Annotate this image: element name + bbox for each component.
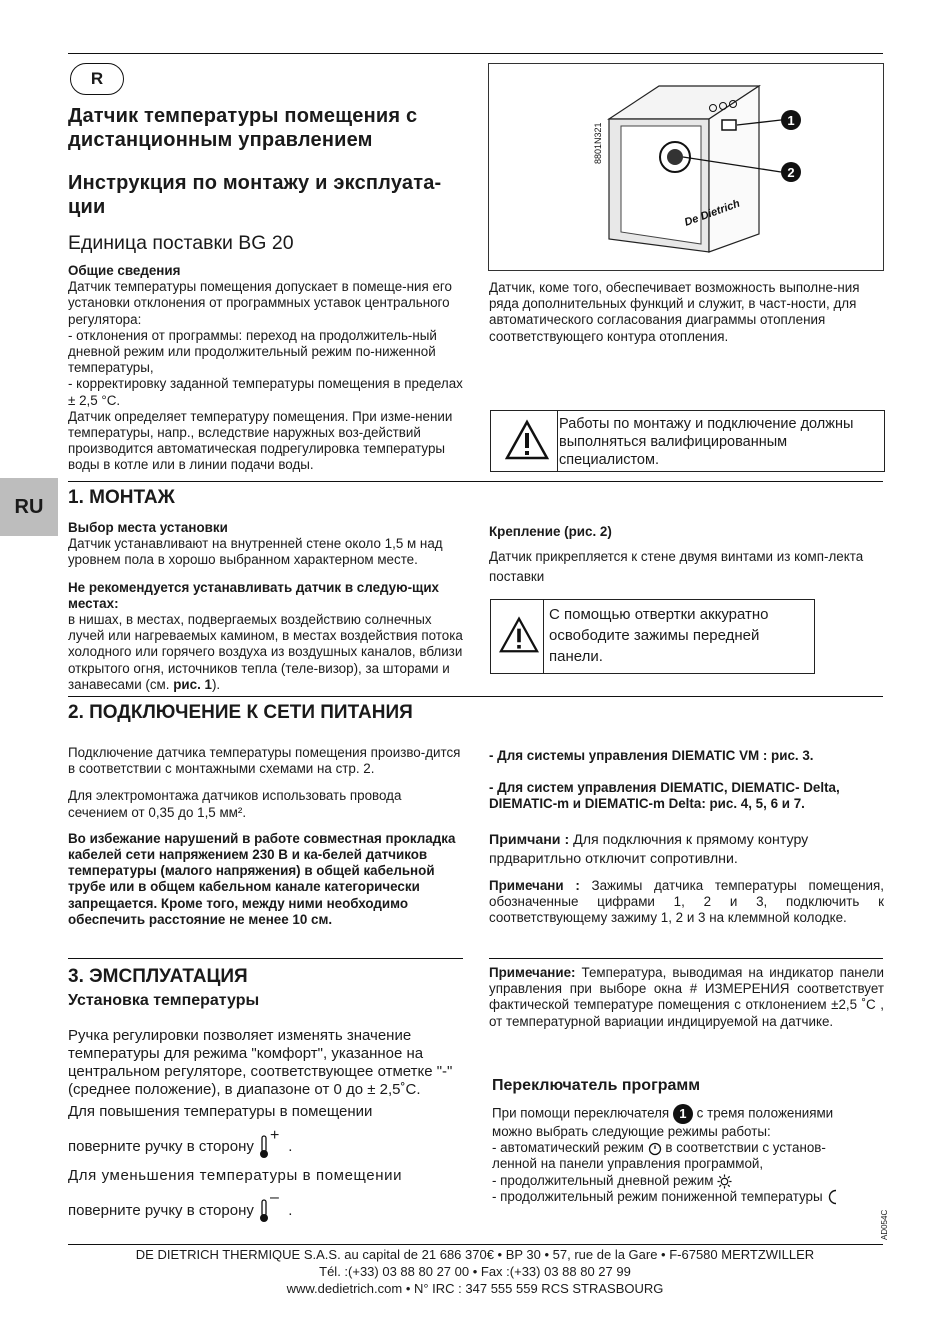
program-switch-heading: Переключатель программ bbox=[492, 1077, 701, 1094]
cable-separation-warning: Во избежание нарушений в работе совместная прокладка кабелей сети напряжением 230 В и ка-белей датчиков температуры (малого напряжения) в общей кабельной трубе или в общем кабельном канале категорически запрещается. Кроме того, между ними необходимо обеспечить расстояние не менее 10 см. bbox=[68, 830, 456, 927]
warning-text-qualified: Работы по монтажу и подключение должны выполняться валифицированным специалистом. bbox=[559, 416, 854, 468]
section-1-title: 1. МОНТАЖ bbox=[68, 487, 175, 508]
thermometer-plus-icon: + bbox=[258, 1133, 284, 1161]
cable-section-text: Для электромонтажа датчиков использовать провода сечением от 0,35 до 1,5 мм². bbox=[68, 788, 402, 820]
document-code: AD054C bbox=[880, 1209, 889, 1240]
brand-logo-text: De Dietrich bbox=[682, 197, 742, 229]
page-title: Датчик температуры помещения с дистанционным управлением bbox=[68, 105, 418, 151]
page-subtitle: Инструкция по монтажу и эксплуата-ции bbox=[68, 172, 442, 218]
general-bullet-2: - корректировку заданной температуры помещения в пределах ± 2,5 °C. bbox=[68, 376, 463, 408]
footer-phone: Tél. :(+33) 03 88 80 27 00 • Fax :(+33) 03 88 80 27 99 bbox=[319, 1264, 631, 1279]
section-2-title: 2. ПОДКЛЮЧЕНИЕ К СЕТИ ПИТАНИЯ bbox=[68, 702, 413, 723]
thermometer-minus-icon: – bbox=[258, 1197, 284, 1225]
section-1-left bbox=[68, 520, 463, 693]
placement-text: Датчик устанавливают на внутренней стене около 1,5 м над уровнем пола в хорошо выбранном характерном месте. bbox=[68, 536, 443, 568]
note-1: Примчани : Для подключния к прямому контуру прдваритльно отключит сопротивлни. bbox=[489, 831, 809, 867]
not-recommended-heading: Не рекомендуется устанавливать датчик в следую-щих местах: bbox=[68, 579, 440, 611]
figure-code: 8801N321 bbox=[593, 122, 603, 164]
general-section bbox=[68, 263, 463, 474]
callout-2: 2 bbox=[787, 165, 795, 180]
clock-icon bbox=[648, 1142, 662, 1156]
mounting-text: Датчик прикрепляется к стене двумя винтами из комп-лекта поставки bbox=[489, 549, 864, 585]
figure-1 bbox=[488, 63, 884, 271]
sensor-illustration bbox=[489, 64, 883, 270]
diematic-systems-ref: - Для систем управления DIEMATIC, DIEMATIC- Delta, DIEMATIC-m и DIEMATIC-m Delta: рис. 4, 5, 6 и 7. bbox=[489, 780, 840, 812]
general-intro: Датчик температуры помещения допускает в помеще-ния его установки отклонения от программных уставок центрального регулятора: bbox=[68, 279, 452, 327]
general-right-text: Датчик, коме того, обеспечивает возможность выполне-ния ряда дополнительных функций и служит, в част-ности, для автоматического согласования диаграммы отопления соответствующего контура отопления. bbox=[489, 280, 860, 344]
footer-website: www.dedietrich.com • N° IRC : 347 555 559 RCS STRASBOURG bbox=[286, 1281, 664, 1296]
program-switch-text: При помощи переключателя 1 с тремя положениями можно выбрать следующие режимы работы: - автоматический режим в соответствии с установ- ленной на панели управления программой, - продолжительный дневной режим - продолжительный режим пониженной температуры bbox=[492, 1104, 892, 1205]
temperature-setting-heading: Установка температуры bbox=[68, 992, 260, 1009]
general-para2: Датчик определяет температуру помещения. При изме-нении температуры, напр., вследствие наружных воз-действий производится автоматическая подрегулировка температуры воды в котле или в линии подачи воды. bbox=[68, 408, 453, 473]
section-2-left bbox=[68, 745, 463, 928]
placement-heading: Выбор места установки bbox=[68, 520, 228, 535]
language-side-tab: RU bbox=[0, 478, 58, 536]
warning-triangle-icon bbox=[505, 419, 549, 461]
delivery-unit: Единица поставки BG 20 bbox=[68, 232, 294, 254]
language-badge: R bbox=[70, 63, 124, 95]
callout-1-inline: 1 bbox=[673, 1104, 693, 1124]
knob-description: Ручка регулировки позволяет изменять значение температуры для режима "комфорт", указанное на центральном регуляторе, соответствующее отметке "-" (среднее положение), в диапазоне от 0 до ± 2,5˚C. bbox=[68, 1027, 453, 1098]
moon-icon bbox=[826, 1189, 842, 1205]
section-3-title: 3. ЭМСПЛУАТАЦИЯ bbox=[68, 966, 248, 987]
increase-temp-text: Для повышения температуры в помещении bbox=[68, 1103, 373, 1120]
decrease-temp-direction: поверните ручку в сторону – . bbox=[68, 1197, 468, 1225]
mounting-heading: Крепление (рис. 2) bbox=[489, 524, 612, 539]
top-rule bbox=[68, 53, 883, 54]
not-recommended-text: в нишах, в местах, подвергаемых воздействию солнечных лучей или нагреваемых камином, в местах воздействия потока холодного или горячего воздуха из воздушных каналов, вблизи открытого огня, источников тепла (теле-визор), за шторами и занавесами (см. рис. 1). bbox=[68, 612, 463, 692]
note-2: Примечани : Зажимы датчика температуры помещения, обозначенные цифрами 1, 2 и 3, подключить к соответствующему зажиму 1, 2 и 3 на клеммной колодке. bbox=[489, 877, 884, 926]
display-note: Примечание: Температура, выводимая на индикатор панели управления при выборе окна # ИЗМЕРЕНИЯ соответствует фактической температуре помещения с отклонением ±2,5 ˚C , от температурной вариации индицируемой на датчике. bbox=[489, 965, 884, 1029]
warning-box-qualified bbox=[490, 410, 885, 472]
section-1-right bbox=[489, 524, 884, 587]
footer-company: DE DIETRICH THERMIQUE S.A.S. au capital de 21 686 370€ • BP 30 • 57, rue de la Gare • F-67580 MERTZWILLER bbox=[135, 1247, 815, 1262]
warning-text-screwdriver: С помощью отвертки аккуратно освободите зажимы передней панели. bbox=[549, 606, 769, 665]
section-3-left bbox=[68, 1027, 468, 1225]
diematic-vm-ref: - Для системы управления DIEMATIC VM : рис. 3. bbox=[489, 748, 814, 763]
increase-temp-direction: поверните ручку в сторону + . bbox=[68, 1133, 468, 1161]
section-2-right bbox=[489, 748, 884, 926]
callout-1: 1 bbox=[787, 113, 795, 128]
general-heading: Общие сведения bbox=[68, 263, 181, 278]
decrease-temp-text: Для уменьшения температуры в помещении bbox=[68, 1167, 403, 1184]
sun-icon bbox=[717, 1174, 732, 1189]
warning-triangle-icon bbox=[499, 616, 539, 654]
wiring-text: Подключение датчика температуры помещения произво-дится в соответствии с монтажными схемами на стр. 2. bbox=[68, 745, 461, 777]
warning-box-screwdriver bbox=[490, 599, 815, 674]
general-bullet-1: - отклонения от программы: переход на продолжитель-ный дневной режим или продолжительный режим по-ниженной температуры, bbox=[68, 327, 437, 376]
